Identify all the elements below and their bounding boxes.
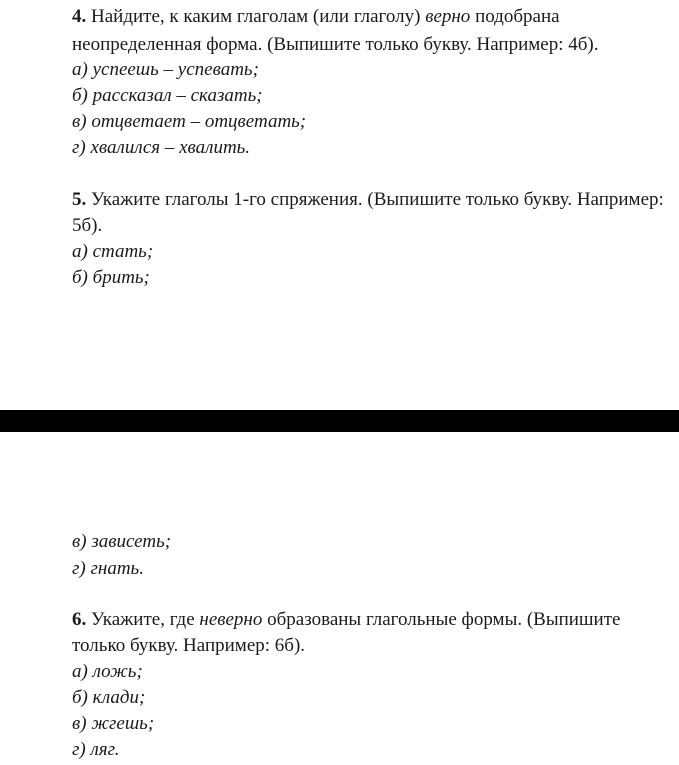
question-6-text-end: образованы глагольные формы. (Выпишите [267, 609, 621, 630]
question-4-number: 4. [72, 6, 87, 27]
question-5-option-b: б) брить; [72, 267, 150, 288]
question-4-option-v: в) отцветает – отцветать; [72, 111, 307, 132]
question-6-text-start: Укажите, где [91, 609, 195, 630]
question-6-heading [72, 608, 620, 632]
question-5-heading [72, 188, 664, 212]
question-6-option-g: г) ляг. [72, 739, 120, 760]
question-5-option-v: в) зависеть; [72, 531, 172, 552]
question-4-text-end: подобрана [475, 6, 560, 27]
question-4-emphasis: верно [425, 6, 471, 27]
question-6-number: 6. [72, 609, 87, 630]
question-4-option-b: б) рассказал – сказать; [72, 85, 263, 106]
question-5-text-line2: 5б). [72, 215, 103, 236]
question-5-option-a: а) стать; [72, 241, 154, 262]
question-5-option-g: г) гнать. [72, 558, 144, 579]
question-6-option-a: а) ложь; [72, 661, 143, 682]
question-4-heading [72, 5, 560, 29]
question-4-option-a: а) успеешь – успевать; [72, 59, 259, 80]
question-4-option-g: г) хвалился – хвалить. [72, 137, 251, 158]
page-divider [0, 410, 679, 432]
question-6-emphasis: неверно [199, 609, 263, 630]
question-5-number: 5. [72, 189, 87, 210]
question-6-option-v: в) жгешь; [72, 713, 155, 734]
question-4-text-start: Найдите, к каким глаголам (или глаголу) [91, 6, 421, 27]
question-4-text-line2: неопределенная форма. (Выпишите только букву. Например: 4б). [72, 34, 599, 55]
question-6-option-b: б) клади; [72, 687, 146, 708]
question-5-text: Укажите глаголы 1-го спряжения. (Выпишите только букву. Например: [91, 189, 664, 210]
question-6-text-line2: только букву. Например: 6б). [72, 635, 306, 656]
